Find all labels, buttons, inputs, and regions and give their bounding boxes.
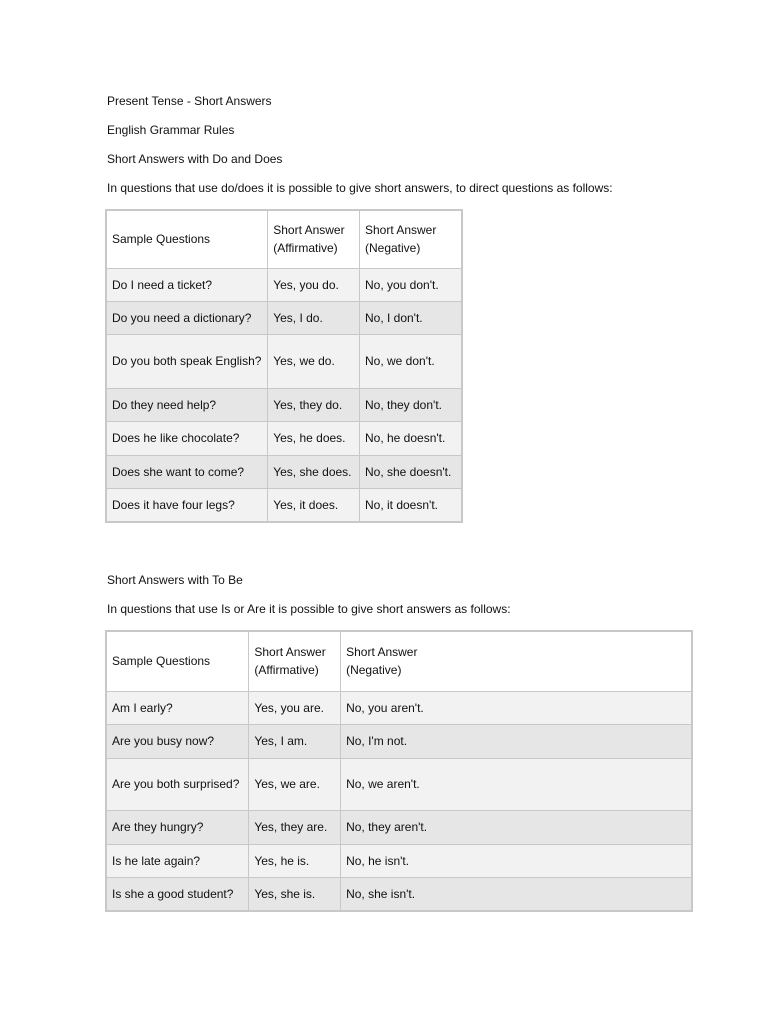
table-row — [106, 691, 692, 724]
table-row — [106, 268, 462, 301]
question-cell: Do you both speak English? — [106, 334, 268, 388]
question-cell: Am I early? — [106, 691, 249, 724]
negative-cell: No, they don't. — [359, 388, 462, 421]
question-cell: Are they hungry? — [106, 810, 249, 844]
affirmative-cell: Yes, they do. — [268, 388, 360, 421]
affirmative-cell: Yes, I am. — [249, 724, 341, 758]
negative-cell: No, they aren't. — [341, 810, 692, 844]
question-cell: Do I need a ticket? — [106, 268, 268, 301]
table-row — [106, 844, 692, 877]
table-row — [106, 455, 462, 488]
affirmative-cell: Yes, you are. — [249, 691, 341, 724]
page-title: Present Tense - Short Answers — [107, 94, 272, 108]
question-cell: Are you busy now? — [106, 724, 249, 758]
affirmative-cell: Yes, we are. — [249, 758, 341, 810]
section1-title: Short Answers with Do and Does — [107, 152, 283, 166]
section2-title: Short Answers with To Be — [107, 573, 243, 587]
to-be-table — [105, 630, 693, 912]
section1-intro: In questions that use do/does it is possible to give short answers, to direct questions as follows: — [107, 181, 613, 195]
affirmative-cell: Yes, she does. — [268, 455, 360, 488]
affirmative-cell: Yes, it does. — [268, 488, 360, 522]
negative-cell: No, you aren't. — [341, 691, 692, 724]
negative-cell: No, she doesn't. — [359, 455, 462, 488]
table-row — [106, 877, 692, 911]
table-row — [106, 724, 692, 758]
affirmative-cell: Yes, she is. — [249, 877, 341, 911]
affirmative-cell: Yes, I do. — [268, 301, 360, 334]
question-cell: Does she want to come? — [106, 455, 268, 488]
affirmative-cell: Yes, he does. — [268, 421, 360, 455]
column-header-affirmative: Short Answer (Affirmative) — [249, 631, 341, 691]
column-header-questions: Sample Questions — [106, 631, 249, 691]
affirmative-cell: Yes, they are. — [249, 810, 341, 844]
column-header-affirmative: Short Answer (Affirmative) — [268, 210, 360, 268]
table-row — [106, 388, 462, 421]
page-subtitle: English Grammar Rules — [107, 123, 235, 137]
table-row — [106, 334, 462, 388]
question-cell: Does he like chocolate? — [106, 421, 268, 455]
negative-cell: No, she isn't. — [341, 877, 692, 911]
column-header-questions: Sample Questions — [106, 210, 268, 268]
table-row — [106, 810, 692, 844]
table-header-row — [106, 631, 692, 691]
question-cell: Does it have four legs? — [106, 488, 268, 522]
column-header-negative: Short Answer (Negative) — [359, 210, 462, 268]
negative-cell: No, I'm not. — [341, 724, 692, 758]
table-row — [106, 421, 462, 455]
column-header-negative: Short Answer (Negative) — [341, 631, 692, 691]
negative-cell: No, he doesn't. — [359, 421, 462, 455]
question-cell: Do you need a dictionary? — [106, 301, 268, 334]
affirmative-cell: Yes, he is. — [249, 844, 341, 877]
table-row — [106, 488, 462, 522]
question-cell: Are you both surprised? — [106, 758, 249, 810]
table-row — [106, 301, 462, 334]
question-cell: Is he late again? — [106, 844, 249, 877]
negative-cell: No, you don't. — [359, 268, 462, 301]
negative-cell: No, it doesn't. — [359, 488, 462, 522]
question-cell: Is she a good student? — [106, 877, 249, 911]
affirmative-cell: Yes, we do. — [268, 334, 360, 388]
table-row — [106, 758, 692, 810]
affirmative-cell: Yes, you do. — [268, 268, 360, 301]
negative-cell: No, I don't. — [359, 301, 462, 334]
section2-intro: In questions that use Is or Are it is possible to give short answers as follows: — [107, 602, 511, 616]
question-cell: Do they need help? — [106, 388, 268, 421]
do-does-table — [105, 209, 463, 523]
negative-cell: No, he isn't. — [341, 844, 692, 877]
negative-cell: No, we aren't. — [341, 758, 692, 810]
negative-cell: No, we don't. — [359, 334, 462, 388]
table-header-row — [106, 210, 462, 268]
